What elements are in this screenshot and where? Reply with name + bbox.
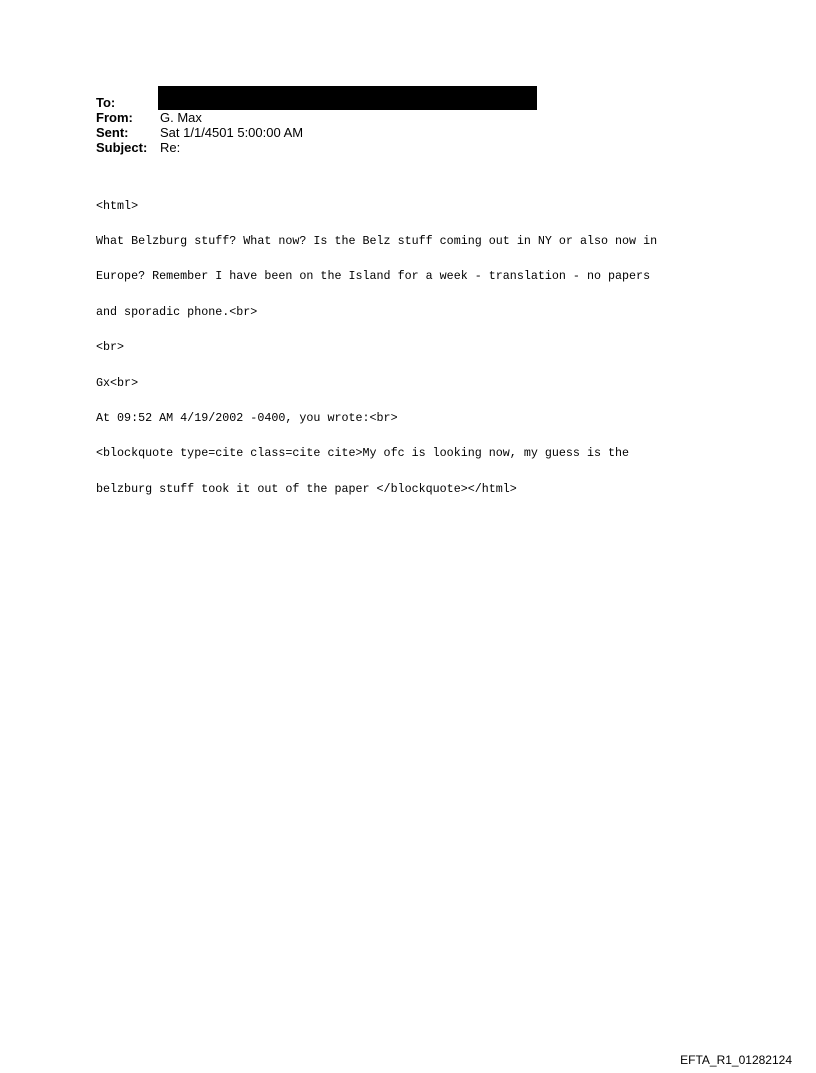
from-label: From: [96, 110, 133, 125]
body-line: <blockquote type=cite class=cite cite>My ofc is looking now, my guess is the [96, 446, 630, 461]
body-line: What Belzburg stuff? What now? Is the Belz stuff coming out in NY or also now in [96, 233, 658, 248]
body-line: <br> [96, 340, 125, 355]
sent-label: Sent: [96, 125, 129, 140]
body-line: and sporadic phone.<br> [96, 304, 258, 319]
email-body [96, 177, 776, 507]
body-line: Gx<br> [96, 375, 139, 390]
body-line: <html> [96, 198, 139, 213]
to-label: To: [96, 95, 116, 110]
sent-value: Sat 1/1/4501 5:00:00 AM [160, 125, 304, 140]
to-row [96, 95, 303, 110]
subject-value: Re: [160, 140, 181, 155]
document-id: EFTA_R1_01282124 [680, 1053, 792, 1067]
email-header [96, 95, 303, 155]
from-row [96, 110, 303, 125]
body-line: At 09:52 AM 4/19/2002 -0400, you wrote:<br> [96, 410, 398, 425]
sent-row [96, 125, 303, 140]
subject-label: Subject: [96, 140, 148, 155]
from-value: G. Max [160, 110, 202, 125]
subject-row [96, 140, 303, 155]
body-line: belzburg stuff took it out of the paper </blockquote></html> [96, 481, 517, 496]
body-line: Europe? Remember I have been on the Island for a week - translation - no papers [96, 269, 651, 284]
